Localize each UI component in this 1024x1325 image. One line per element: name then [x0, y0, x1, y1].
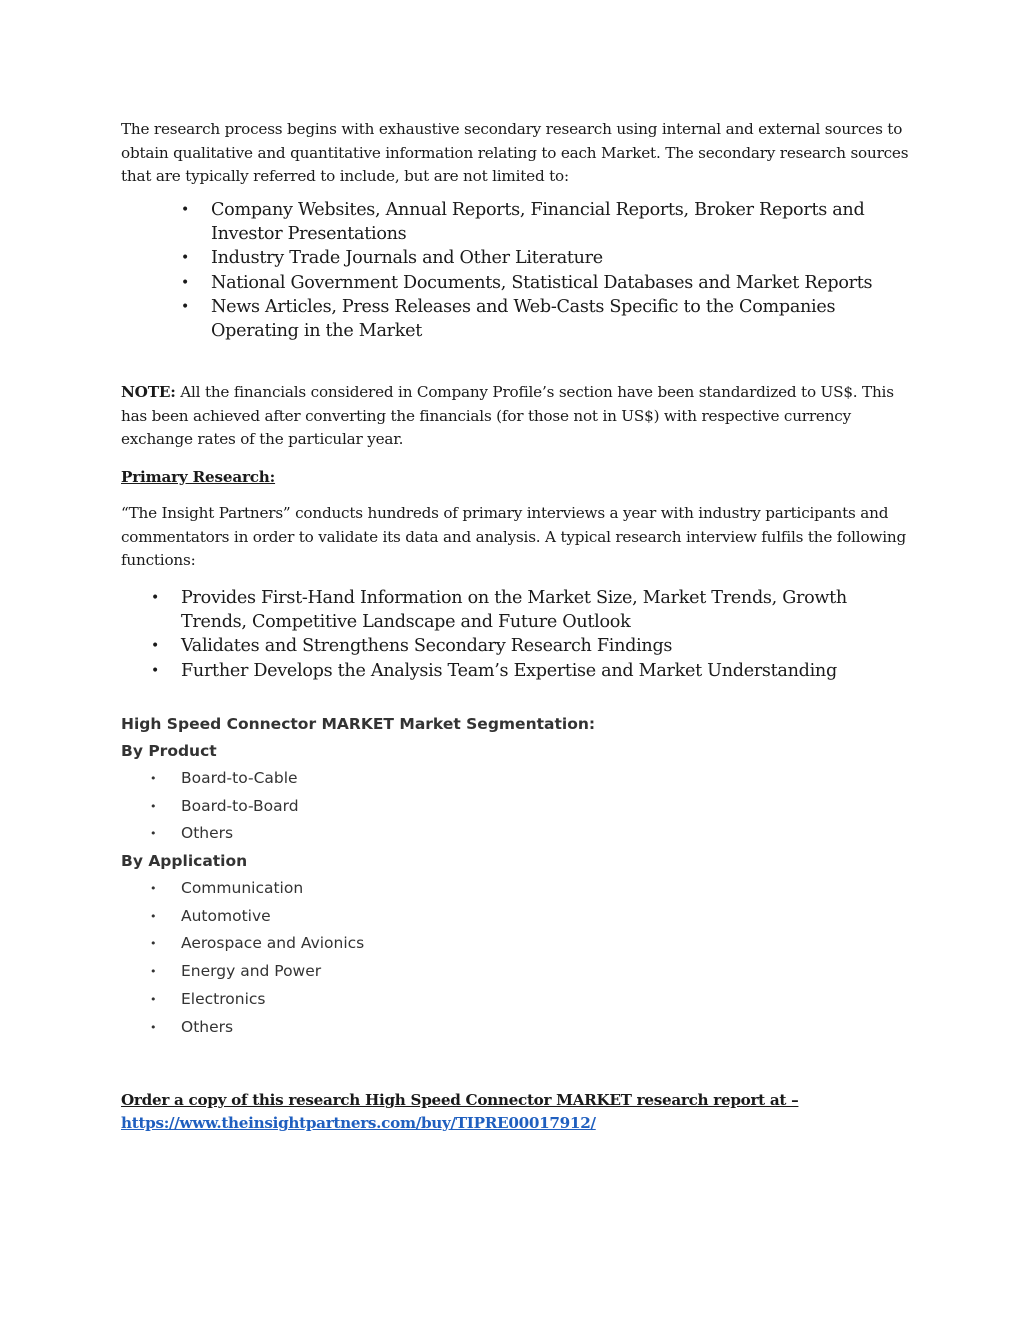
note-text: All the financials considered in Company Profile’s section have been standardized to US$. This has been achieved after converting the financials (for those not in US$) with respective currency exchange rates of the particular year. [121, 383, 894, 449]
application-list [121, 875, 911, 1041]
intro-paragraph: The research process begins with exhaustive secondary research using internal and external sources to obtain qualitative and quantitative information relating to each Market. The secondary research sources that are typically referred to include, but are not limited to: [121, 120, 909, 185]
bullet-icon: • [150, 965, 157, 979]
bullet-icon: • [181, 299, 189, 316]
primary-functions-list [121, 586, 911, 683]
document-page [121, 118, 911, 1135]
list-item: • Aerospace and Avionics [121, 930, 911, 958]
bullet-icon: • [150, 882, 157, 896]
list-item: • Automotive [121, 903, 911, 931]
bullet-icon: • [151, 662, 159, 679]
list-item: • Communication [121, 875, 911, 903]
list-item: • Energy and Power [121, 958, 911, 986]
list-item: • Board-to-Board [121, 793, 911, 821]
secondary-sources-list [121, 198, 911, 344]
list-item: • Board-to-Cable [121, 765, 911, 793]
primary-research-heading: Primary Research: [121, 467, 276, 486]
bullet-icon: • [150, 771, 157, 785]
note-label: NOTE: [121, 383, 176, 402]
bullet-icon: • [150, 909, 157, 923]
order-text: Order a copy of this research High Speed Connector MARKET research report at – [121, 1091, 799, 1110]
list-item: • Company Websites, Annual Reports, Financial Reports, Broker Reports and Investor Presentations [181, 199, 865, 244]
list-item: • News Articles, Press Releases and Web-Casts Specific to the Companies Operating in the Market [181, 297, 836, 342]
bullet-icon: • [181, 201, 189, 218]
bullet-icon: • [151, 638, 159, 655]
product-list [121, 765, 911, 848]
list-item: • Electronics [121, 986, 911, 1014]
order-link[interactable]: https://www.theinsightpartners.com/buy/TIPRE00017912/ [121, 1114, 596, 1133]
list-item: • Others [121, 1014, 911, 1042]
list-item: • Validates and Strengthens Secondary Research Findings [151, 636, 673, 657]
bullet-icon: • [150, 992, 157, 1006]
primary-paragraph: “The Insight Partners” conducts hundreds of primary interviews a year with industry participants and commentators in order to validate its data and analysis. A typical research interview fulfils the following functions: [121, 504, 906, 570]
primary-heading-wrap [121, 466, 911, 490]
list-item: • Further Develops the Analysis Team’s Expertise and Market Understanding [151, 660, 837, 681]
bullet-icon: • [150, 799, 157, 813]
bullet-icon: • [150, 1020, 157, 1034]
by-product-label: By Product [121, 741, 217, 760]
note-paragraph [121, 381, 911, 452]
list-item: • Industry Trade Journals and Other Literature [181, 248, 603, 269]
bullet-icon: • [181, 274, 189, 291]
bullet-icon: • [150, 937, 157, 951]
bullet-icon: • [151, 589, 159, 606]
list-item: • National Government Documents, Statistical Databases and Market Reports [181, 272, 873, 293]
segmentation-title: High Speed Connector MARKET Market Segmentation: [121, 714, 596, 733]
by-application-label: By Application [121, 852, 248, 871]
bullet-icon: • [181, 250, 189, 267]
list-item: • Others [121, 820, 911, 848]
list-item: • Provides First-Hand Information on the Market Size, Market Trends, Growth Trends, Competitive Landscape and Future Outlook [151, 587, 847, 632]
order-section [121, 1089, 911, 1135]
bullet-icon: • [150, 827, 157, 841]
